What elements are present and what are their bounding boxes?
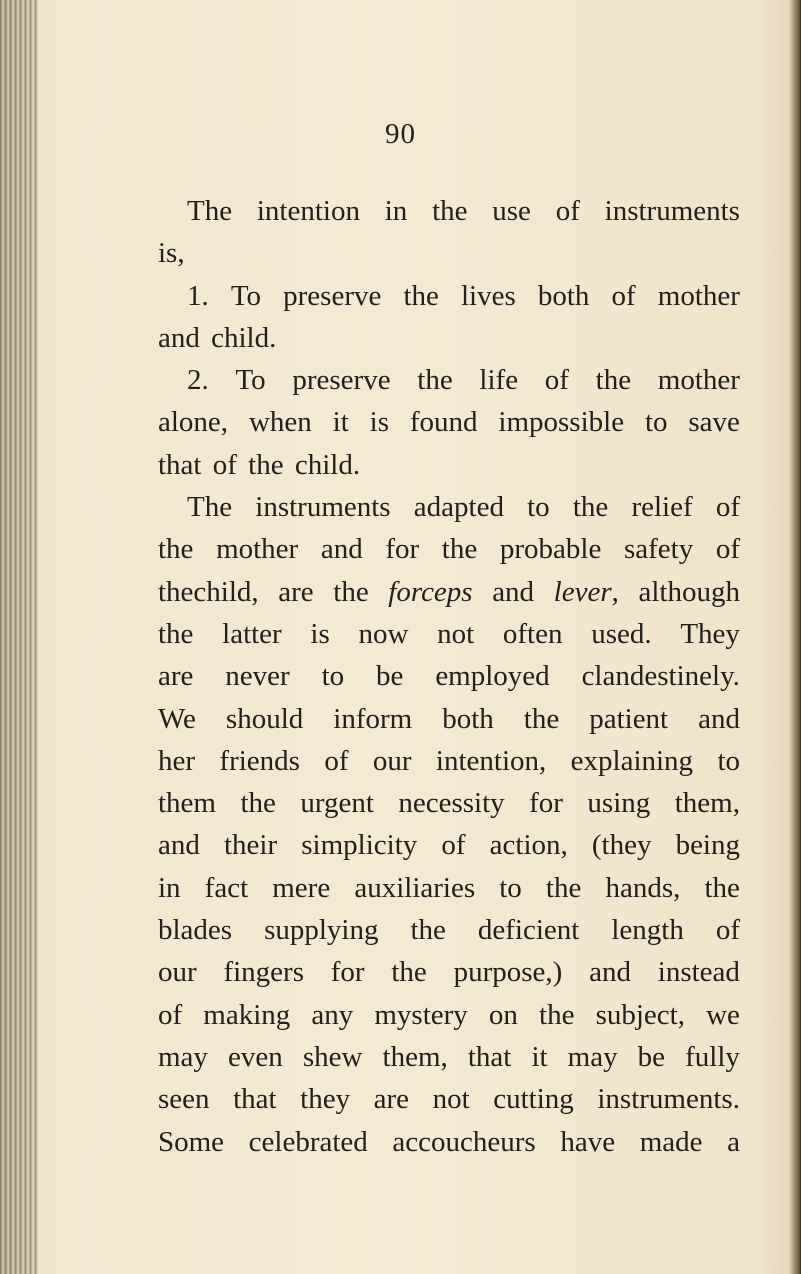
word: in	[158, 871, 181, 904]
word: are	[373, 1083, 410, 1116]
text-line	[158, 1078, 740, 1120]
word: urgent	[300, 787, 374, 820]
word: shew	[302, 1040, 363, 1073]
word: the	[158, 617, 194, 650]
word: relief	[631, 491, 693, 524]
word: not	[432, 1083, 470, 1116]
word: of	[544, 364, 569, 397]
word: on	[488, 998, 518, 1031]
word: safety	[623, 533, 694, 566]
word: use	[492, 195, 531, 227]
word: be	[637, 1040, 666, 1073]
word: mere	[272, 871, 331, 904]
word: forceps	[388, 575, 473, 608]
word: latter	[222, 617, 282, 650]
word: The	[187, 195, 233, 227]
word: using	[587, 787, 651, 820]
text-line	[158, 909, 740, 951]
book-gutter	[0, 0, 38, 1274]
text-line	[158, 613, 740, 655]
word: for	[385, 533, 420, 566]
text-line	[158, 190, 740, 232]
word: cutting	[493, 1083, 574, 1116]
text-line	[158, 528, 740, 570]
word: should	[225, 702, 304, 735]
text-line	[158, 317, 740, 359]
word: is	[369, 406, 389, 439]
word: of	[715, 491, 740, 524]
word: made	[639, 1125, 703, 1158]
word: of	[212, 448, 237, 481]
word: our	[158, 956, 197, 989]
word: supplying	[264, 914, 379, 947]
word: friends	[219, 744, 300, 777]
word: the	[417, 364, 453, 397]
word: and	[158, 321, 200, 354]
word: of	[715, 914, 740, 947]
word: being	[675, 829, 740, 862]
word: are	[158, 660, 194, 693]
text-line	[158, 571, 740, 613]
word: and	[158, 829, 200, 862]
word: the	[158, 533, 194, 566]
word: that	[467, 1040, 512, 1073]
word: They	[680, 617, 740, 650]
word: instead	[657, 956, 740, 989]
word: blades	[158, 914, 233, 947]
word: The	[187, 491, 233, 524]
word: any	[311, 998, 354, 1031]
word: deficient	[477, 914, 580, 947]
word: auxiliaries	[354, 871, 476, 904]
word: be	[376, 660, 404, 693]
body-text	[158, 190, 740, 1163]
word: even	[228, 1040, 283, 1073]
word: of	[441, 829, 466, 862]
word: seen	[158, 1083, 210, 1116]
word: may	[158, 1040, 208, 1073]
word: and	[589, 956, 631, 989]
word: the	[572, 491, 609, 524]
word: explaining	[570, 744, 694, 777]
word: are	[278, 575, 314, 608]
word: they	[300, 1083, 351, 1116]
word: save	[688, 406, 740, 439]
word: fact	[204, 871, 249, 904]
word: mother	[216, 533, 299, 566]
word: the	[539, 998, 575, 1031]
page-number: 90	[385, 118, 416, 150]
word: probable	[499, 533, 602, 566]
word: now	[358, 617, 409, 650]
word: it	[531, 1040, 548, 1073]
word: the	[240, 787, 276, 820]
word: never	[225, 660, 290, 693]
word: that	[233, 1083, 277, 1116]
word: and	[698, 702, 740, 735]
word: of	[324, 744, 349, 777]
word: instruments	[604, 195, 740, 227]
word: adapted	[413, 491, 504, 524]
page-edge-shadow	[789, 0, 801, 1274]
text-line	[158, 740, 740, 782]
word: To	[230, 279, 262, 312]
word: We	[158, 702, 196, 735]
word: To	[235, 364, 266, 397]
word: the	[523, 702, 560, 735]
word: patient	[589, 702, 669, 735]
word: used.	[591, 617, 652, 650]
text-line	[158, 486, 740, 528]
word: it	[332, 406, 349, 439]
word: impossible	[498, 406, 625, 439]
word: our	[372, 744, 412, 777]
word: and	[320, 533, 363, 566]
word: Some	[158, 1125, 225, 1158]
word: them	[158, 787, 216, 820]
word: length	[611, 914, 684, 947]
word: the	[704, 871, 740, 904]
word: instruments.	[597, 1083, 740, 1116]
text-line	[158, 444, 740, 486]
word: life	[479, 364, 519, 397]
word: the	[333, 575, 369, 608]
word: of	[611, 279, 636, 312]
word: necessity	[398, 787, 505, 820]
text-line	[158, 1121, 740, 1163]
word: both	[537, 279, 590, 312]
word: subject,	[595, 998, 685, 1031]
word: have	[560, 1125, 616, 1158]
text-line	[158, 1036, 740, 1078]
word: accoucheurs	[392, 1125, 536, 1158]
word: instruments	[255, 491, 391, 524]
word: both	[442, 702, 494, 735]
word: simplicity	[301, 829, 418, 862]
word: we	[706, 998, 740, 1031]
word: and	[492, 575, 535, 608]
word: intention,	[435, 744, 547, 777]
word: 1.	[187, 279, 209, 312]
word: clandestinely.	[581, 660, 740, 693]
word: hands,	[605, 871, 681, 904]
text-line	[158, 867, 740, 909]
word: of	[715, 533, 740, 566]
word: mystery	[374, 998, 468, 1031]
word: the	[403, 279, 439, 312]
word: purpose,)	[453, 956, 563, 989]
word: their	[223, 829, 278, 862]
text-line	[158, 994, 740, 1036]
word: the	[545, 871, 582, 904]
text-line	[158, 275, 740, 317]
word: the	[441, 533, 478, 566]
word: to	[527, 491, 550, 524]
word: lever,	[553, 575, 619, 608]
word: preserve	[292, 364, 391, 397]
word: for	[330, 956, 365, 989]
word: making	[203, 998, 291, 1031]
word: found	[409, 406, 478, 439]
text-line	[158, 951, 740, 993]
word: intention	[256, 195, 360, 227]
word: often	[502, 617, 563, 650]
word: that	[158, 448, 202, 481]
word: fingers	[223, 956, 304, 989]
word: for	[529, 787, 563, 820]
word: the	[248, 448, 284, 481]
word: to	[321, 660, 345, 693]
word: the	[391, 956, 427, 989]
text-line	[158, 698, 740, 740]
word: thechild,	[158, 575, 259, 608]
word: inform	[333, 702, 413, 735]
word: although	[638, 575, 740, 608]
word: her	[158, 744, 196, 777]
word: them,	[674, 787, 740, 820]
word: child.	[211, 321, 277, 354]
text-line	[158, 824, 740, 866]
word: to	[499, 871, 522, 904]
word: action,	[489, 829, 568, 862]
text-line	[158, 232, 740, 274]
word: mother	[657, 279, 740, 312]
text-line	[158, 782, 740, 824]
text-line	[158, 359, 740, 401]
word: the	[432, 195, 468, 227]
word: to	[644, 406, 668, 439]
word: the	[410, 914, 446, 947]
word: alone,	[158, 406, 229, 439]
word: to	[717, 744, 740, 777]
text-line	[158, 655, 740, 697]
word: when	[248, 406, 312, 439]
word: lives	[460, 279, 516, 312]
word: employed	[435, 660, 550, 693]
word: may	[567, 1040, 618, 1073]
word: is,	[158, 237, 185, 270]
word: the	[595, 364, 632, 397]
word: not	[437, 617, 475, 650]
word: of	[158, 998, 183, 1031]
word: in	[384, 195, 408, 227]
text-line	[158, 401, 740, 443]
word: preserve	[283, 279, 382, 312]
word: of	[555, 195, 580, 227]
word: a	[727, 1125, 740, 1158]
word: (they	[591, 829, 652, 862]
word: them,	[382, 1040, 448, 1073]
word: mother	[657, 364, 740, 397]
word: 2.	[187, 364, 209, 397]
word: celebrated	[248, 1125, 368, 1158]
word: child.	[294, 448, 361, 481]
word: fully	[685, 1040, 740, 1073]
word: is	[310, 617, 330, 650]
